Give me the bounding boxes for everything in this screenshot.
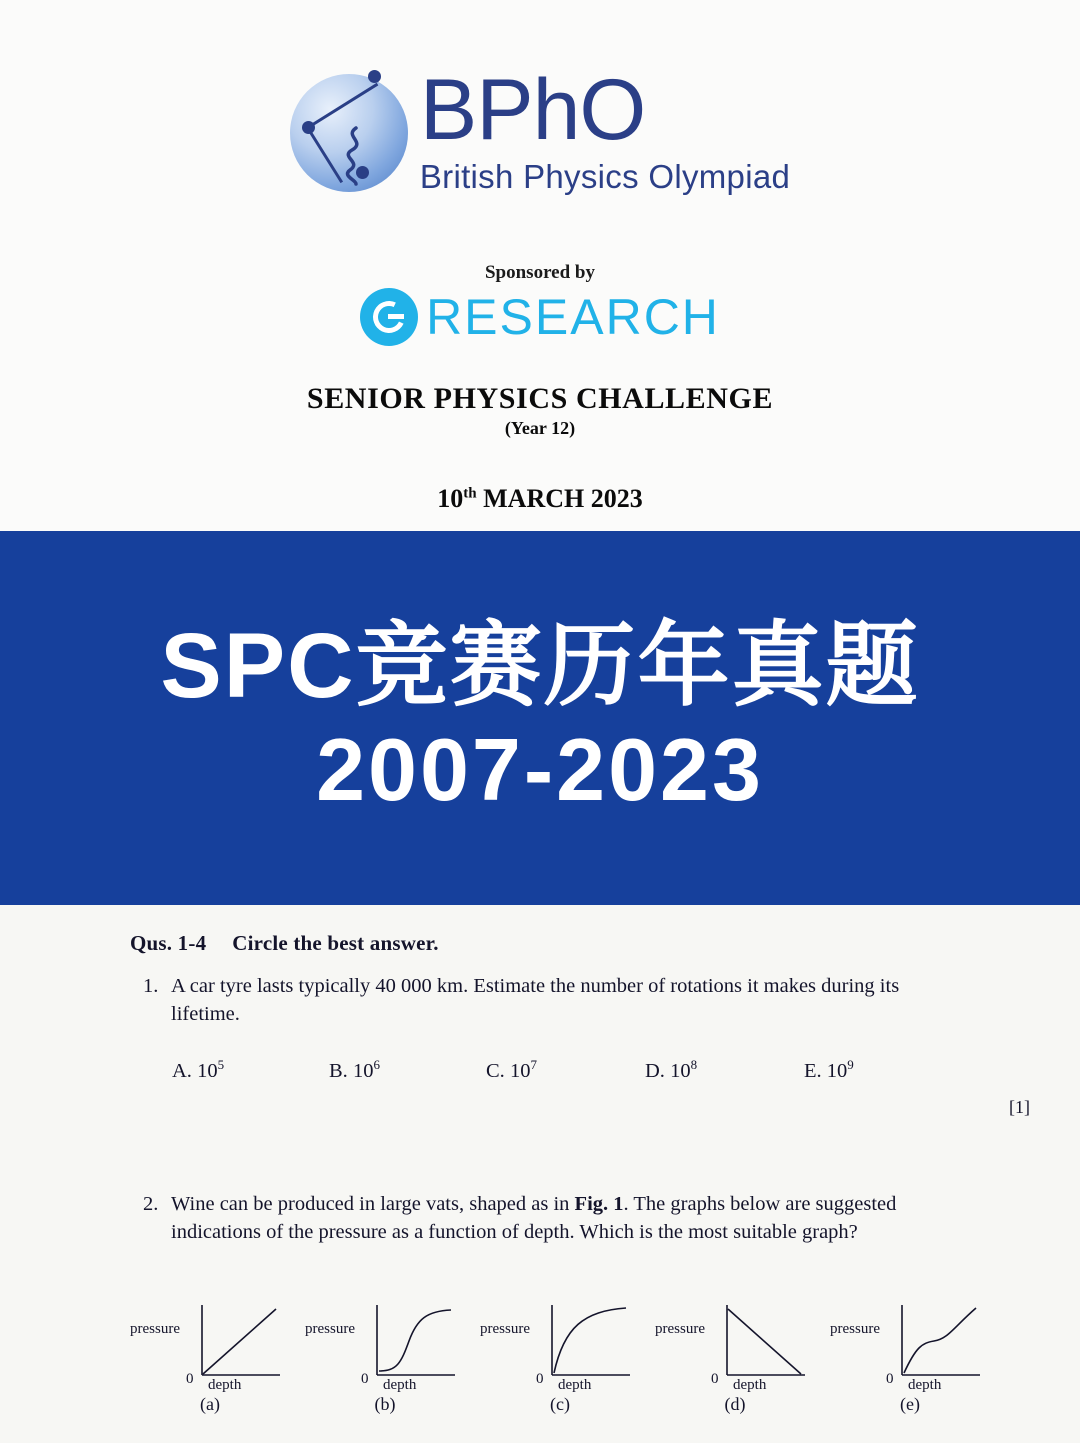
research-wordmark: RESEARCH <box>426 289 720 345</box>
option-e-letter: E. <box>804 1059 822 1082</box>
section-instruction: Circle the best answer. <box>232 931 439 955</box>
option-e-exp: 9 <box>847 1057 854 1072</box>
option-a-exp: 5 <box>217 1057 225 1072</box>
option-e-base: 10 <box>826 1059 848 1082</box>
graph-c-origin: 0 <box>536 1371 544 1387</box>
question-2-text-part1: Wine can be produced in large vats, shaped as in <box>171 1193 575 1215</box>
question-2-text <box>171 1191 963 1246</box>
squiggle-icon <box>326 126 376 186</box>
option-b[interactable] <box>329 1057 380 1083</box>
section-label: Qus. 1-4 <box>130 931 207 955</box>
graph-option-b[interactable] <box>305 1297 465 1415</box>
option-b-letter: B. <box>329 1059 348 1082</box>
option-a[interactable] <box>172 1057 224 1083</box>
graph-a-ylabel: pressure <box>130 1321 180 1337</box>
graph-c-xlabel: depth <box>558 1377 592 1392</box>
graph-d-ylabel: pressure <box>655 1321 705 1337</box>
sponsor-label: Sponsored by <box>484 262 595 283</box>
graph-e-label: (e) <box>900 1394 920 1414</box>
promo-banner <box>0 531 1080 905</box>
banner-title-cn: SPC竞赛历年真题 <box>160 614 920 717</box>
banner-year-range: 2007-2023 <box>316 720 764 820</box>
graph-d-label: (d) <box>724 1394 746 1414</box>
option-d-base: 10 <box>670 1059 691 1082</box>
question-2-number: 2. <box>143 1193 159 1215</box>
graph-e-ylabel: pressure <box>830 1321 880 1337</box>
graph-d-xlabel: depth <box>733 1377 767 1392</box>
graph-b-origin: 0 <box>361 1371 369 1387</box>
graph-option-e[interactable] <box>830 1297 990 1415</box>
exam-date-ordinal: th <box>463 485 477 502</box>
bpho-orb-icon <box>290 74 408 192</box>
graph-a-xlabel: depth <box>208 1377 242 1392</box>
exam-year-group: (Year 12) <box>504 418 576 438</box>
option-b-base: 10 <box>352 1059 374 1082</box>
option-a-letter: A. <box>172 1059 192 1082</box>
graph-e-origin: 0 <box>886 1371 894 1387</box>
graph-b-label: (b) <box>374 1394 396 1414</box>
graph-c-label: (c) <box>550 1394 570 1414</box>
question-1-text: A car tyre lasts typically 40 000 km. Estimate the number of rotations it makes during its lifetime. <box>171 975 900 1025</box>
bpho-logo <box>0 62 1080 196</box>
option-d-exp: 8 <box>690 1057 698 1072</box>
exam-title: SENIOR PHYSICS CHALLENGE <box>306 382 774 415</box>
graph-option-c[interactable] <box>480 1297 640 1415</box>
option-e[interactable] <box>804 1057 854 1083</box>
exam-date-day: 10 <box>437 484 464 513</box>
graph-option-d[interactable] <box>655 1297 815 1415</box>
graph-option-a[interactable] <box>130 1297 290 1415</box>
question-1-number: 1. <box>143 975 159 997</box>
graph-b-ylabel: pressure <box>305 1321 355 1337</box>
option-b-exp: 6 <box>373 1057 380 1072</box>
exam-date-month-year: MARCH 2023 <box>476 484 643 513</box>
option-c[interactable] <box>486 1057 537 1083</box>
question-2-graph-row <box>130 1297 990 1415</box>
section-heading <box>130 931 439 956</box>
g-circle-icon <box>360 288 418 346</box>
option-d-letter: D. <box>645 1059 665 1082</box>
option-c-letter: C. <box>486 1059 505 1082</box>
option-c-base: 10 <box>509 1059 531 1082</box>
bpho-wordmark: BPhO <box>419 62 646 158</box>
option-c-exp: 7 <box>530 1057 537 1072</box>
question-sheet <box>0 905 1080 1443</box>
question-2 <box>143 1191 963 1246</box>
graph-e-xlabel: depth <box>908 1377 942 1392</box>
exam-date <box>0 484 1080 514</box>
question-2-text-part2: . The graphs below are suggested indications of the pressure as a function of depth. Which is the most suitable graph? <box>171 1193 897 1243</box>
graph-d-origin: 0 <box>711 1371 719 1387</box>
option-a-base: 10 <box>197 1059 218 1082</box>
figure-reference: Fig. 1 <box>574 1193 624 1215</box>
question-1-marks: [1] <box>1009 1097 1030 1117</box>
graph-b-xlabel: depth <box>383 1377 417 1392</box>
gresearch-logo <box>0 288 1080 346</box>
graph-a-label: (a) <box>200 1394 220 1414</box>
bpho-subtitle: British Physics Olympiad <box>419 157 791 195</box>
graph-c-ylabel: pressure <box>480 1321 530 1337</box>
question-1 <box>143 973 963 1028</box>
option-d[interactable] <box>645 1057 697 1083</box>
graph-a-origin: 0 <box>186 1371 194 1387</box>
